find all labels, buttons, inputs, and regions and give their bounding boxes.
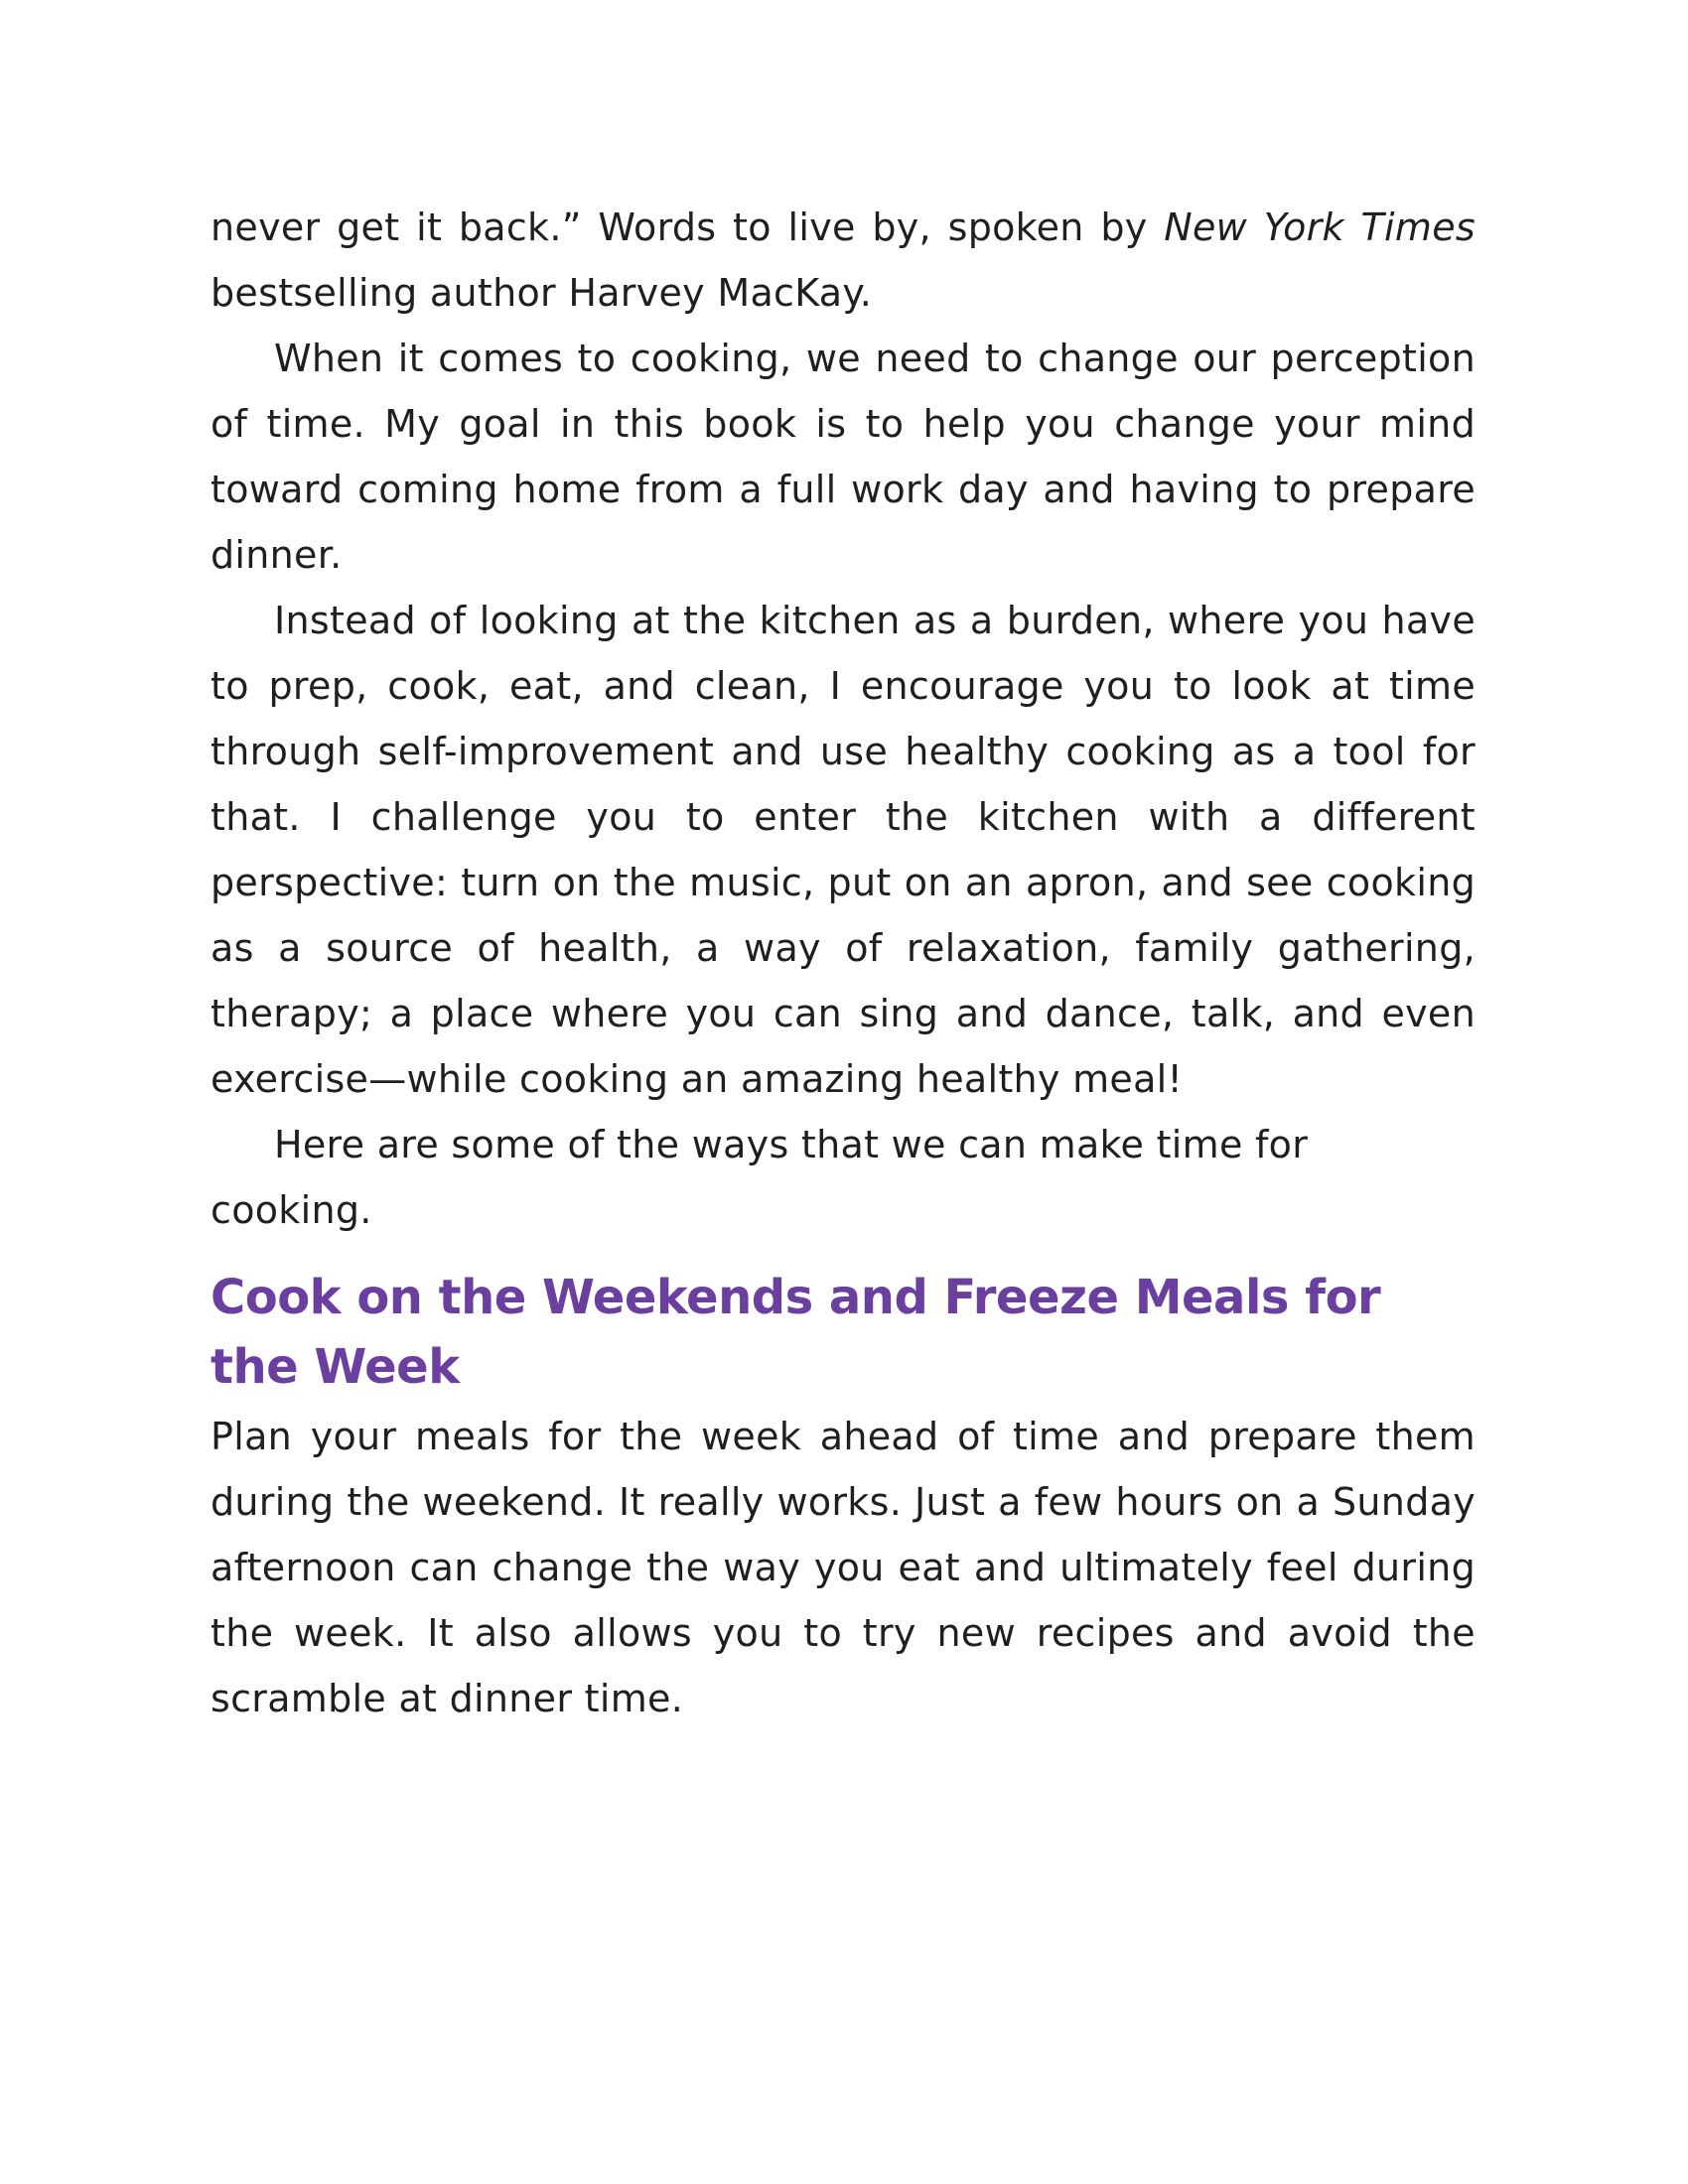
page-body (211, 195, 1476, 1731)
paragraph-kitchen-perspective: Instead of looking at the kitchen as a burden, where you have to prep, cook, eat, and clean, I encourage you to look at time through self-improvement and use healthy cooking as a tool for that. I challenge you to enter the kitchen with a different perspective: turn on the music, put on an apron, and see cooking as a source of health, a way of relaxation, family gathering, therapy; a place where you can sing and dance, talk, and even exercise—while cooking an amazing healthy meal! (211, 599, 1476, 1101)
paragraph-perception-of-time: When it comes to cooking, we need to change our perception of time. My goal in this book is to help you change your mind toward coming home from a full work day and having to prepare dinner. (211, 337, 1476, 577)
author-text: bestselling author Harvey MacKay. (211, 271, 873, 315)
paragraph-quote-attribution (211, 195, 1476, 326)
paragraph-ways-intro: Here are some of the ways that we can make time for cooking. (211, 1123, 1309, 1232)
paragraph-weekend-planning: Plan your meals for the week ahead of time and prepare them during the weekend. It really works. Just a few hours on a Sunday afternoon can change the way you eat and ultimately feel during the week. It also allows you to try new recipes and avoid the scramble at dinner time. (211, 1415, 1476, 1720)
section-heading: Cook on the Weekends and Freeze Meals for the Week (211, 1270, 1381, 1395)
quote-text: never get it back.” Words to live by, spoken by (211, 205, 1165, 249)
publication-name: New York Times (1164, 205, 1476, 249)
